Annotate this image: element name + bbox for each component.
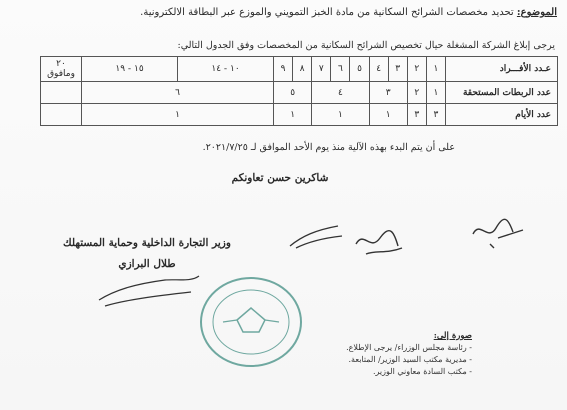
copy-to-heading: صورة إلى: [433, 331, 472, 341]
table-cell [41, 104, 82, 126]
table-cell: ١ [426, 57, 445, 82]
table-cell: ١ [426, 82, 445, 104]
subject-label: الموضوع: [516, 7, 557, 18]
table-cell: ٤ [312, 82, 369, 104]
copy-to-item: - رئاسة مجلس الوزراء/ يرجى الإطلاع. [302, 342, 472, 354]
table-cell: ٣ [388, 57, 407, 82]
table-cell: ٢ [407, 57, 426, 82]
minister-signature [95, 270, 205, 312]
signatory-title: وزير التجارة الداخلية وحماية المستهلك [63, 237, 231, 249]
subject-line [57, 6, 557, 20]
table-cell: ٣ [369, 82, 407, 104]
table-cell: ٨ [293, 57, 312, 82]
table-cell: ١٥ - ١٩ [82, 57, 178, 82]
table-cell: ١ [82, 104, 274, 126]
table-cell: ١ [312, 104, 369, 126]
intro-text: يرجى إبلاغ الشركة المشغلة حيال تخصيص الشرائح السكانية من المخصصات وفق الجدول التالي: [177, 40, 555, 51]
table-cell: ١ [274, 104, 312, 126]
copy-to-item: - مكتب السادة معاوني الوزير. [302, 366, 472, 378]
thanks-line: شاكرين حسن تعاونكم [231, 172, 329, 184]
row-header: عدد الربطات المستحقة [446, 82, 558, 104]
row-header: عدد الأيام [446, 104, 558, 126]
table-cell: ٤ [369, 57, 388, 82]
table-cell: ٢٠ ومافوق [41, 57, 82, 82]
row-header: عـدد الأفـــراد [446, 57, 558, 82]
table-cell: ٥ [350, 57, 369, 82]
signatory-block [37, 236, 257, 272]
table-cell: ١ [369, 104, 407, 126]
official-stamp [195, 272, 307, 372]
subject-text: تحديد مخصصات الشرائح السكانية من مادة الخبز التمويني والموزع عبر البطاقة الالكترونية. [140, 7, 514, 18]
signatory-name: طلال البرازي [118, 258, 176, 270]
table-cell: ٣ [426, 104, 445, 126]
table-row-bundles [41, 82, 558, 104]
table-cell: ١٠ - ١٤ [178, 57, 274, 82]
signature-2 [350, 224, 410, 264]
table-cell: ٦ [331, 57, 350, 82]
table-row-days [41, 104, 558, 126]
table-row-members [41, 57, 558, 82]
signature-1 [468, 212, 528, 252]
copy-to-list [302, 330, 472, 378]
table-cell: ٣ [407, 104, 426, 126]
table-cell: ٩ [274, 57, 293, 82]
allocation-table [40, 56, 558, 126]
table-cell: ٦ [82, 82, 274, 104]
signature-3 [286, 218, 346, 254]
start-date-note: على أن يتم البدء بهذه الآلية منذ يوم الأحد الموافق لـ ٢٠٢١/٧/٢٥. [202, 142, 455, 153]
table-cell: ٧ [312, 57, 331, 82]
table-cell [41, 82, 82, 104]
copy-to-item: - مديرية مكتب السيد الوزير/ المتابعة. [302, 354, 472, 366]
table-cell: ٢ [407, 82, 426, 104]
table-cell: ٥ [274, 82, 312, 104]
